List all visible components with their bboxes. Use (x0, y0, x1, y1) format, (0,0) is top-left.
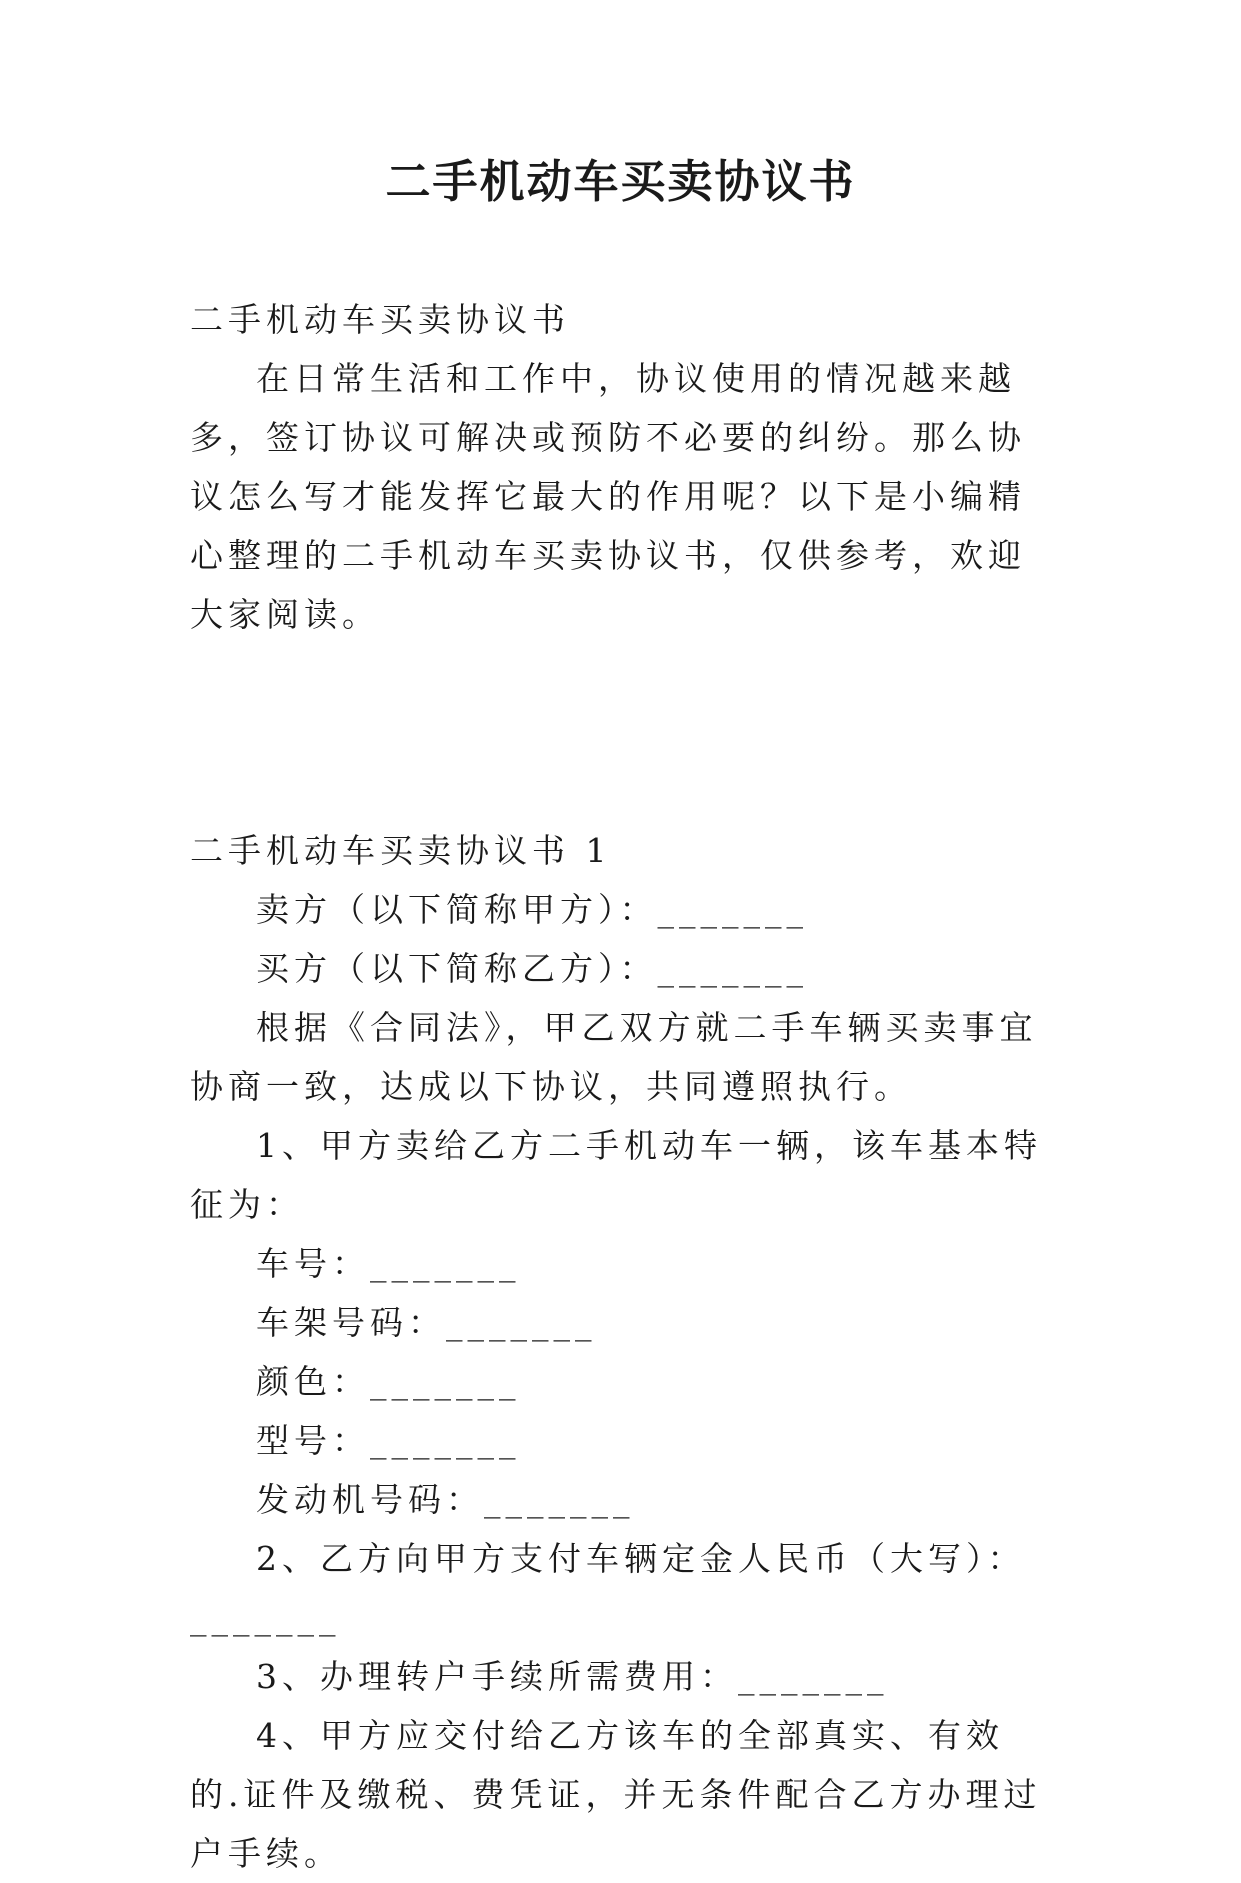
clause-4: 4、甲方应交付给乙方该车的全部真实、有效的.证件及缴税、费凭证，并无条件配合乙方办理过户手续。 (190, 1716, 1042, 1873)
section-heading: 二手机动车买卖协议书 1 (190, 831, 612, 870)
plate-number-line: 车号：_______ (256, 1244, 521, 1283)
document-title: 二手机动车买卖协议书 (385, 155, 856, 208)
buyer-line: 买方（以下简称乙方）：_______ (256, 949, 808, 988)
section-spacer (190, 644, 1050, 821)
clause-1: 1、甲方卖给乙方二手机动车一辆，该车基本特征为： (190, 1126, 1042, 1224)
frame-number-line: 车架号码：_______ (256, 1303, 597, 1342)
seller-line: 卖方（以下简称甲方）：_______ (256, 890, 808, 929)
model-line: 型号：_______ (256, 1421, 521, 1460)
clause-2: 2、乙方向甲方支付车辆定金人民币（大写）：_______ (190, 1539, 1026, 1637)
agreement-basis-paragraph: 根据《合同法》，甲乙双方就二手车辆买卖事宜协商一致，达成以下协议，共同遵照执行。 (190, 1008, 1038, 1106)
document-body (190, 290, 1050, 1883)
intro-heading: 二手机动车买卖协议书 (190, 300, 570, 339)
clause-3: 3、办理转户手续所需费用：_______ (256, 1657, 889, 1696)
color-line: 颜色：_______ (256, 1362, 521, 1401)
engine-number-line: 发动机号码：_______ (256, 1480, 635, 1519)
intro-paragraph: 在日常生活和工作中，协议使用的情况越来越多，签订协议可解决或预防不必要的纠纷。那么协议怎么写才能发挥它最大的作用呢？以下是小编精心整理的二手机动车买卖协议书，仅供参考，欢迎大家阅读。 (190, 359, 1026, 634)
